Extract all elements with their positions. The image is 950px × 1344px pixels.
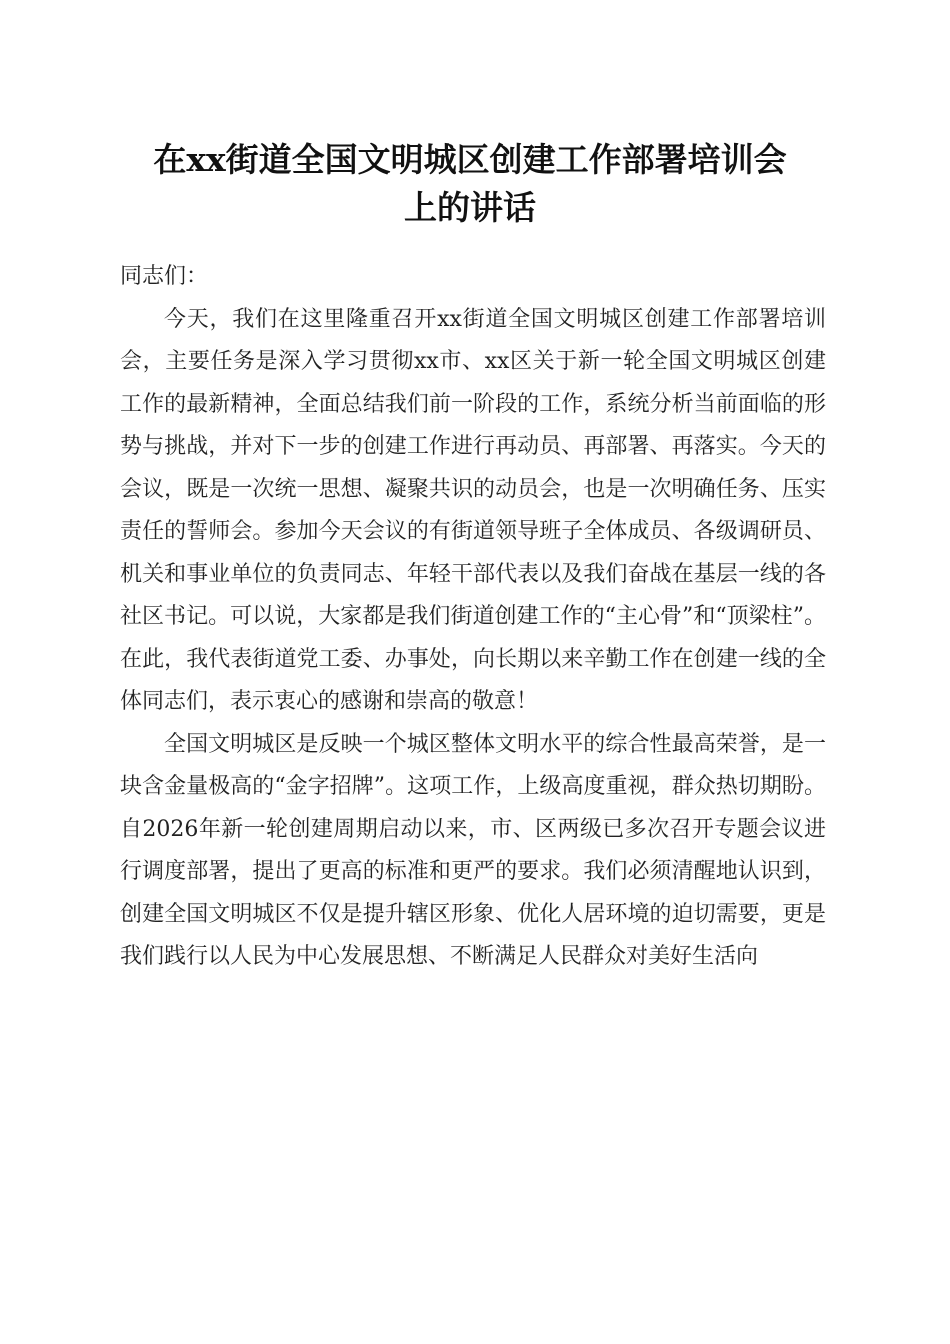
- salutation: 同志们：: [120, 264, 209, 289]
- title-line-1: 在xx街道全国文明城区创建工作部署培训会: [153, 140, 787, 179]
- document-body: [120, 256, 826, 979]
- title-line-2: 上的讲话: [404, 188, 536, 227]
- document-title: [100, 136, 840, 232]
- paragraph-1: 今天，我们在这里隆重召开xx街道全国文明城区创建工作部署培训会，主要任务是深入学习贯彻xx市、xx区关于新一轮全国文明城区创建工作的最新精神，全面总结我们前一阶段的工作，系统分析当前面临的形势与挑战，并对下一步的创建工作进行再动员、再部署、再落实。今天的会议，既是一次统一思想、凝聚共识的动员会，也是一次明确任务、压实责任的誓师会。参加今天会议的有街道领导班子全体成员、各级调研员、机关和事业单位的负责同志、年轻干部代表以及我们奋战在基层一线的各社区书记。可以说，大家都是我们街道创建工作的“主心骨”和“顶梁柱”。在此，我代表街道党工委、办事处，向长期以来辛勤工作在创建一线的全体同志们，表示衷心的感谢和崇高的敬意！: [120, 306, 826, 714]
- paragraph-2: 全国文明城区是反映一个城区整体文明水平的综合性最高荣誉，是一块含金量极高的“金字招牌”。这项工作，上级高度重视，群众热切期盼。自2026年新一轮创建周期启动以来，市、区两级已多次召开专题会议进行调度部署，提出了更高的标准和更严的要求。我们必须清醒地认识到，创建全国文明城区不仅是提升辖区形象、优化人居环境的迫切需要，更是我们践行以人民为中心发展思想、不断满足人民群众对美好生活向: [120, 731, 826, 969]
